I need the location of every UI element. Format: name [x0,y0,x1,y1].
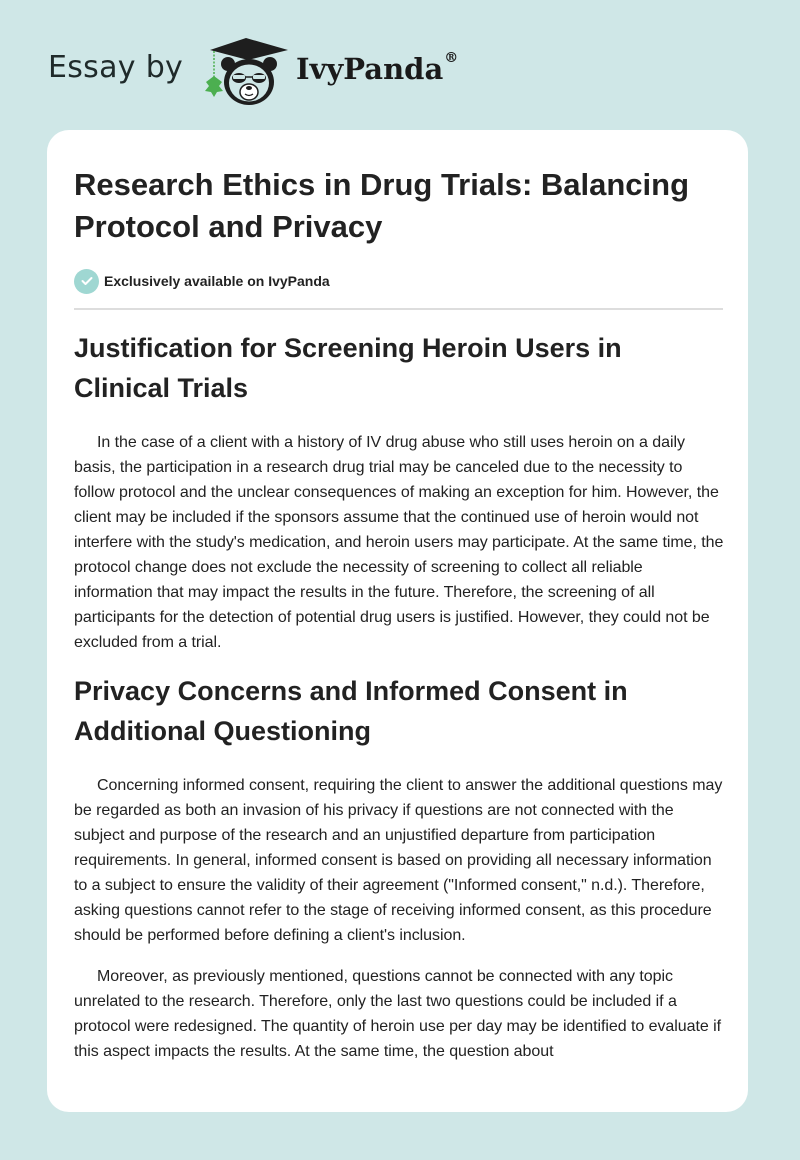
section-heading: Justification for Screening Heroin Users in Clinical Trials [74,333,622,403]
paragraph: In the case of a client with a history of IV drug abuse who still uses heroin on a daily basis, the participation in a research drug trial may be canceled due to the necessity to follow protocol and the unclear consequences of making an exception for him. However, the client may be included if the sponsors assume that the continued use of heroin would not interfere with the study's medication, and heroin users may participate. At the same time, the protocol change does not exclude the necessity of screening to collect all reliable information that may impact the results in the future. Therefore, the screening of all participants for the detection of potential drug users is justified. However, they could not be excluded from a trial. [74,434,724,651]
badge-text: Exclusively available on IvyPanda [104,273,330,289]
essay-content [74,164,724,1064]
paragraph: Moreover, as previously mentioned, questions cannot be connected with any topic unrelated to the research. Therefore, only the last two questions could be included if a protocol were redesigned. The quantity of heroin use per day may be identified to evaluate if this aspect impacts the results. At the same time, the question about [74,968,722,1060]
paragraph: Concerning informed consent, requiring the client to answer the additional questions may be regarded as both an invasion of his privacy if questions are not connected with the subject and purpose of the research and an unjustified departure from participation requirements. In general, informed consent is based on providing all necessary information to a subject to ensure the validity of their agreement ("Informed consent," n.d.). Therefore, asking questions cannot refer to the stage of receiving informed consent, as this procedure should be performed before defining a client's inclusion. [74,777,723,944]
essay-title: Research Ethics in Drug Trials: Balancing Protocol and Privacy [74,167,690,244]
panda-graduate-icon[interactable] [200,34,292,108]
essay-card [47,130,748,1112]
exclusive-badge [74,268,724,294]
brand-name[interactable]: IvyPanda® [296,50,459,86]
registered-mark: ® [444,50,459,66]
section-heading: Privacy Concerns and Informed Consent in Additional Questioning [74,676,628,746]
check-circle-icon [74,269,99,294]
brand-prefix: Essay by [48,50,184,85]
site-header [0,0,800,130]
divider [74,308,723,310]
